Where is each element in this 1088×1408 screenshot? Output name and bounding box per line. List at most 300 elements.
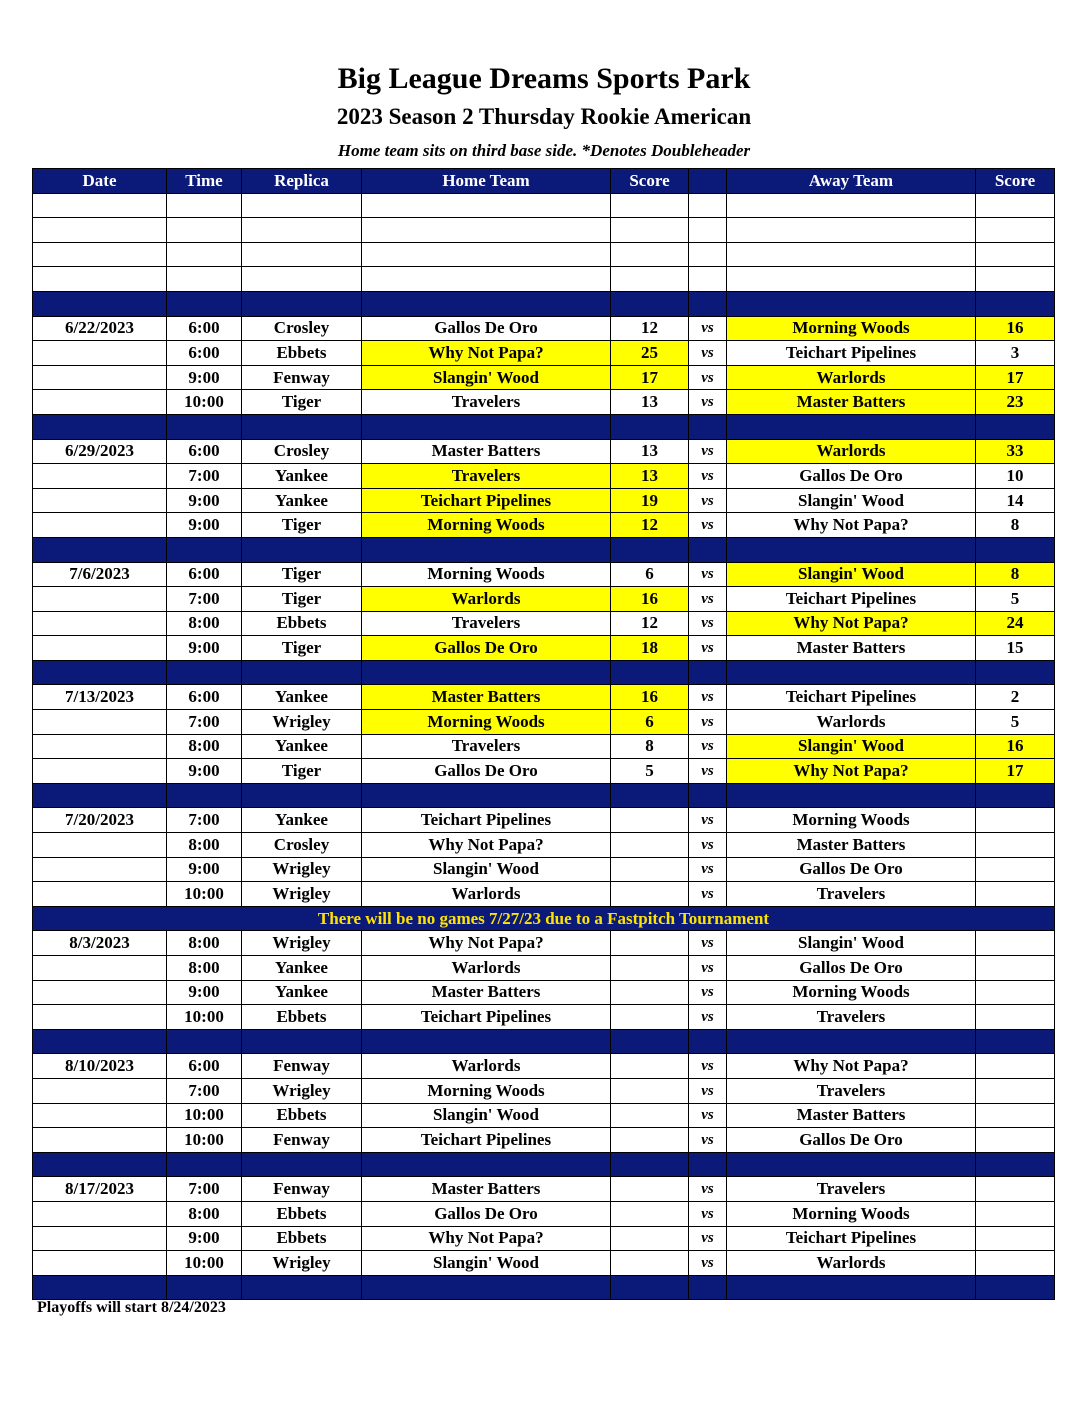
vs-cell — [689, 1275, 727, 1300]
home-team-cell — [362, 291, 611, 316]
away-team-cell: Why Not Papa? — [727, 759, 976, 784]
vs-cell: vs — [689, 390, 727, 415]
home-score-cell — [611, 956, 689, 981]
game-row — [33, 439, 1055, 464]
replica-cell — [242, 267, 362, 292]
blank-row — [33, 218, 1055, 243]
home-score-cell — [611, 242, 689, 267]
home-team-cell: Warlords — [362, 1054, 611, 1079]
time-cell: 7:00 — [167, 587, 242, 612]
away-score-cell — [976, 931, 1055, 956]
vs-cell: vs — [689, 759, 727, 784]
date-cell — [33, 1128, 167, 1153]
date-cell — [33, 759, 167, 784]
away-team-cell: Gallos De Oro — [727, 956, 976, 981]
vs-cell — [689, 414, 727, 439]
vs-cell: vs — [689, 365, 727, 390]
replica-cell: Wrigley — [242, 857, 362, 882]
game-row — [33, 636, 1055, 661]
col-header-away-score: Score — [976, 169, 1055, 194]
separator-row — [33, 291, 1055, 316]
away-team-cell — [727, 1029, 976, 1054]
replica-cell — [242, 218, 362, 243]
date-cell — [33, 1201, 167, 1226]
vs-cell: vs — [689, 1054, 727, 1079]
away-score-cell: 16 — [976, 734, 1055, 759]
time-cell: 9:00 — [167, 980, 242, 1005]
away-team-cell: Morning Woods — [727, 808, 976, 833]
home-score-cell — [611, 1005, 689, 1030]
date-cell: 8/10/2023 — [33, 1054, 167, 1079]
home-team-cell: Teichart Pipelines — [362, 488, 611, 513]
away-team-cell — [727, 218, 976, 243]
home-score-cell — [611, 1251, 689, 1276]
home-team-cell: Gallos De Oro — [362, 316, 611, 341]
vs-cell: vs — [689, 833, 727, 858]
vs-cell: vs — [689, 931, 727, 956]
date-cell — [33, 1103, 167, 1128]
vs-cell: vs — [689, 611, 727, 636]
home-score-cell: 6 — [611, 710, 689, 735]
home-score-cell: 13 — [611, 439, 689, 464]
game-row — [33, 513, 1055, 538]
away-team-cell: Gallos De Oro — [727, 857, 976, 882]
replica-cell: Wrigley — [242, 882, 362, 907]
away-score-cell — [976, 1128, 1055, 1153]
away-team-cell: Teichart Pipelines — [727, 1226, 976, 1251]
date-cell — [33, 710, 167, 735]
time-cell: 9:00 — [167, 488, 242, 513]
time-cell: 9:00 — [167, 513, 242, 538]
home-score-cell — [611, 218, 689, 243]
home-score-cell — [611, 1275, 689, 1300]
away-score-cell — [976, 414, 1055, 439]
date-cell — [33, 291, 167, 316]
time-cell: 9:00 — [167, 636, 242, 661]
vs-cell: vs — [689, 1078, 727, 1103]
away-score-cell — [976, 980, 1055, 1005]
home-score-cell — [611, 267, 689, 292]
page-title: Big League Dreams Sports Park — [337, 62, 751, 95]
vs-cell — [689, 291, 727, 316]
home-score-cell — [611, 1152, 689, 1177]
home-team-cell — [362, 242, 611, 267]
home-team-cell — [362, 1029, 611, 1054]
home-score-cell: 17 — [611, 365, 689, 390]
home-score-cell: 13 — [611, 390, 689, 415]
vs-cell: vs — [689, 1128, 727, 1153]
away-team-cell: Master Batters — [727, 1103, 976, 1128]
home-team-cell — [362, 193, 611, 218]
home-score-cell — [611, 1128, 689, 1153]
away-team-cell: Slangin' Wood — [727, 734, 976, 759]
time-cell: 7:00 — [167, 464, 242, 489]
away-team-cell: Morning Woods — [727, 1201, 976, 1226]
time-cell: 6:00 — [167, 316, 242, 341]
date-cell — [33, 783, 167, 808]
game-row — [33, 341, 1055, 366]
separator-row — [33, 537, 1055, 562]
away-score-cell — [976, 1177, 1055, 1202]
away-team-cell: Warlords — [727, 1251, 976, 1276]
time-cell — [167, 218, 242, 243]
game-row — [33, 1005, 1055, 1030]
separator-row — [33, 1152, 1055, 1177]
away-score-cell: 8 — [976, 513, 1055, 538]
time-cell — [167, 1152, 242, 1177]
date-cell — [33, 734, 167, 759]
home-team-cell — [362, 267, 611, 292]
away-score-cell — [976, 1275, 1055, 1300]
home-team-cell: Morning Woods — [362, 710, 611, 735]
time-cell: 10:00 — [167, 1103, 242, 1128]
col-header-vs — [689, 169, 727, 194]
date-cell — [33, 464, 167, 489]
game-row — [33, 1054, 1055, 1079]
home-score-cell: 8 — [611, 734, 689, 759]
date-cell — [33, 660, 167, 685]
home-team-cell: Why Not Papa? — [362, 931, 611, 956]
replica-cell: Yankee — [242, 956, 362, 981]
replica-cell: Tiger — [242, 513, 362, 538]
home-team-cell: Warlords — [362, 956, 611, 981]
time-cell: 10:00 — [167, 1251, 242, 1276]
away-team-cell — [727, 291, 976, 316]
home-score-cell — [611, 291, 689, 316]
home-score-cell: 16 — [611, 685, 689, 710]
home-team-cell: Travelers — [362, 611, 611, 636]
replica-cell: Ebbets — [242, 1005, 362, 1030]
home-score-cell: 18 — [611, 636, 689, 661]
replica-cell: Tiger — [242, 587, 362, 612]
replica-cell: Fenway — [242, 365, 362, 390]
date-cell — [33, 956, 167, 981]
time-cell — [167, 537, 242, 562]
away-score-cell: 8 — [976, 562, 1055, 587]
vs-cell: vs — [689, 464, 727, 489]
game-row — [33, 1226, 1055, 1251]
away-team-cell: Slangin' Wood — [727, 488, 976, 513]
date-cell — [33, 636, 167, 661]
home-team-cell: Morning Woods — [362, 1078, 611, 1103]
vs-cell: vs — [689, 587, 727, 612]
table-header-row — [33, 169, 1055, 194]
vs-cell: vs — [689, 488, 727, 513]
away-score-cell — [976, 1226, 1055, 1251]
vs-cell: vs — [689, 636, 727, 661]
away-score-cell: 16 — [976, 316, 1055, 341]
away-score-cell — [976, 1152, 1055, 1177]
replica-cell: Tiger — [242, 562, 362, 587]
vs-cell: vs — [689, 980, 727, 1005]
home-team-cell: Why Not Papa? — [362, 1226, 611, 1251]
away-team-cell: Morning Woods — [727, 980, 976, 1005]
away-score-cell: 10 — [976, 464, 1055, 489]
away-score-cell — [976, 1103, 1055, 1128]
blank-row — [33, 267, 1055, 292]
home-team-cell: Warlords — [362, 587, 611, 612]
home-team-cell: Slangin' Wood — [362, 857, 611, 882]
home-team-cell — [362, 783, 611, 808]
home-score-cell — [611, 857, 689, 882]
home-score-cell — [611, 882, 689, 907]
game-row — [33, 562, 1055, 587]
vs-cell — [689, 242, 727, 267]
away-team-cell: Master Batters — [727, 636, 976, 661]
time-cell: 8:00 — [167, 734, 242, 759]
away-score-cell: 24 — [976, 611, 1055, 636]
away-score-cell — [976, 291, 1055, 316]
home-team-cell: Slangin' Wood — [362, 365, 611, 390]
vs-cell: vs — [689, 1005, 727, 1030]
page-note: Home team sits on third base side. *Denotes Doubleheader — [337, 141, 751, 160]
away-score-cell: 15 — [976, 636, 1055, 661]
away-score-cell — [976, 1029, 1055, 1054]
game-row — [33, 980, 1055, 1005]
time-cell: 7:00 — [167, 808, 242, 833]
home-team-cell: Morning Woods — [362, 513, 611, 538]
away-score-cell — [976, 833, 1055, 858]
replica-cell: Crosley — [242, 833, 362, 858]
vs-cell: vs — [689, 1251, 727, 1276]
time-cell: 6:00 — [167, 439, 242, 464]
away-team-cell: Teichart Pipelines — [727, 341, 976, 366]
away-team-cell — [727, 193, 976, 218]
replica-cell: Fenway — [242, 1177, 362, 1202]
home-team-cell: Master Batters — [362, 980, 611, 1005]
col-header-home-team: Home Team — [362, 169, 611, 194]
date-cell — [33, 1251, 167, 1276]
date-cell — [33, 193, 167, 218]
time-cell — [167, 783, 242, 808]
home-score-cell — [611, 1054, 689, 1079]
home-score-cell: 5 — [611, 759, 689, 784]
vs-cell: vs — [689, 808, 727, 833]
away-score-cell: 5 — [976, 587, 1055, 612]
away-team-cell: Morning Woods — [727, 316, 976, 341]
away-team-cell: Warlords — [727, 439, 976, 464]
game-row — [33, 710, 1055, 735]
away-team-cell: Why Not Papa? — [727, 1054, 976, 1079]
away-team-cell — [727, 537, 976, 562]
home-score-cell — [611, 1078, 689, 1103]
home-score-cell — [611, 660, 689, 685]
home-team-cell: Travelers — [362, 734, 611, 759]
blank-row — [33, 193, 1055, 218]
notice-text: There will be no games 7/27/23 due to a Fastpitch Tournament — [33, 906, 1055, 931]
col-header-replica: Replica — [242, 169, 362, 194]
replica-cell: Ebbets — [242, 1103, 362, 1128]
vs-cell — [689, 783, 727, 808]
time-cell: 7:00 — [167, 1177, 242, 1202]
away-team-cell: Travelers — [727, 1177, 976, 1202]
away-score-cell: 17 — [976, 759, 1055, 784]
away-score-cell: 33 — [976, 439, 1055, 464]
home-team-cell — [362, 414, 611, 439]
date-cell — [33, 267, 167, 292]
replica-cell: Fenway — [242, 1054, 362, 1079]
home-team-cell: Gallos De Oro — [362, 1201, 611, 1226]
home-team-cell — [362, 1275, 611, 1300]
date-cell — [33, 513, 167, 538]
home-score-cell: 6 — [611, 562, 689, 587]
away-score-cell — [976, 1078, 1055, 1103]
vs-cell: vs — [689, 316, 727, 341]
replica-cell: Wrigley — [242, 1251, 362, 1276]
date-cell — [33, 1078, 167, 1103]
home-score-cell — [611, 808, 689, 833]
away-score-cell — [976, 956, 1055, 981]
time-cell: 6:00 — [167, 562, 242, 587]
away-score-cell — [976, 218, 1055, 243]
col-header-date: Date — [33, 169, 167, 194]
game-row — [33, 734, 1055, 759]
game-row — [33, 316, 1055, 341]
away-score-cell — [976, 808, 1055, 833]
vs-cell — [689, 267, 727, 292]
separator-row — [33, 783, 1055, 808]
replica-cell: Yankee — [242, 685, 362, 710]
replica-cell: Tiger — [242, 636, 362, 661]
home-score-cell — [611, 414, 689, 439]
time-cell: 8:00 — [167, 833, 242, 858]
home-score-cell — [611, 1201, 689, 1226]
home-score-cell — [611, 931, 689, 956]
game-row — [33, 833, 1055, 858]
home-team-cell: Why Not Papa? — [362, 341, 611, 366]
date-cell: 7/20/2023 — [33, 808, 167, 833]
schedule-body — [33, 193, 1055, 1300]
game-row — [33, 759, 1055, 784]
col-header-away-team: Away Team — [727, 169, 976, 194]
home-team-cell — [362, 1152, 611, 1177]
time-cell: 9:00 — [167, 759, 242, 784]
away-score-cell — [976, 882, 1055, 907]
vs-cell: vs — [689, 341, 727, 366]
home-team-cell: Gallos De Oro — [362, 759, 611, 784]
away-score-cell — [976, 193, 1055, 218]
replica-cell: Ebbets — [242, 1226, 362, 1251]
away-team-cell: Teichart Pipelines — [727, 587, 976, 612]
away-team-cell: Gallos De Oro — [727, 1128, 976, 1153]
game-row — [33, 1251, 1055, 1276]
game-row — [33, 1201, 1055, 1226]
date-cell — [33, 833, 167, 858]
replica-cell: Yankee — [242, 980, 362, 1005]
vs-cell: vs — [689, 439, 727, 464]
date-cell — [33, 882, 167, 907]
home-team-cell: Teichart Pipelines — [362, 1128, 611, 1153]
time-cell: 10:00 — [167, 882, 242, 907]
game-row — [33, 1177, 1055, 1202]
home-score-cell — [611, 193, 689, 218]
away-team-cell: Warlords — [727, 365, 976, 390]
game-row — [33, 587, 1055, 612]
away-score-cell: 23 — [976, 390, 1055, 415]
time-cell: 6:00 — [167, 341, 242, 366]
home-team-cell: Travelers — [362, 464, 611, 489]
vs-cell: vs — [689, 734, 727, 759]
date-cell — [33, 341, 167, 366]
replica-cell: Ebbets — [242, 611, 362, 636]
time-cell — [167, 660, 242, 685]
vs-cell — [689, 1029, 727, 1054]
replica-cell — [242, 242, 362, 267]
home-team-cell: Teichart Pipelines — [362, 1005, 611, 1030]
game-row — [33, 464, 1055, 489]
away-score-cell — [976, 1201, 1055, 1226]
home-team-cell: Teichart Pipelines — [362, 808, 611, 833]
home-team-cell: Slangin' Wood — [362, 1103, 611, 1128]
date-cell: 6/22/2023 — [33, 316, 167, 341]
vs-cell: vs — [689, 710, 727, 735]
time-cell: 6:00 — [167, 685, 242, 710]
replica-cell: Tiger — [242, 390, 362, 415]
blank-row — [33, 242, 1055, 267]
game-row — [33, 882, 1055, 907]
replica-cell: Yankee — [242, 464, 362, 489]
vs-cell: vs — [689, 685, 727, 710]
away-team-cell: Travelers — [727, 1078, 976, 1103]
col-header-home-score: Score — [611, 169, 689, 194]
away-score-cell: 14 — [976, 488, 1055, 513]
away-team-cell: Travelers — [727, 882, 976, 907]
time-cell: 7:00 — [167, 710, 242, 735]
home-score-cell — [611, 1103, 689, 1128]
game-row — [33, 1103, 1055, 1128]
away-team-cell — [727, 783, 976, 808]
col-header-time: Time — [167, 169, 242, 194]
away-team-cell: Travelers — [727, 1005, 976, 1030]
home-score-cell: 12 — [611, 611, 689, 636]
game-row — [33, 611, 1055, 636]
vs-cell: vs — [689, 956, 727, 981]
time-cell: 8:00 — [167, 611, 242, 636]
vs-cell: vs — [689, 1177, 727, 1202]
away-team-cell: Slangin' Wood — [727, 562, 976, 587]
replica-cell: Wrigley — [242, 931, 362, 956]
away-score-cell — [976, 537, 1055, 562]
away-team-cell: Master Batters — [727, 390, 976, 415]
game-row — [33, 931, 1055, 956]
time-cell: 8:00 — [167, 956, 242, 981]
away-score-cell — [976, 267, 1055, 292]
away-team-cell — [727, 660, 976, 685]
replica-cell: Crosley — [242, 439, 362, 464]
time-cell: 8:00 — [167, 1201, 242, 1226]
home-score-cell: 13 — [611, 464, 689, 489]
time-cell: 7:00 — [167, 1078, 242, 1103]
game-row — [33, 808, 1055, 833]
away-team-cell: Slangin' Wood — [727, 931, 976, 956]
home-team-cell — [362, 537, 611, 562]
page-subtitle: 2023 Season 2 Thursday Rookie American — [336, 104, 752, 129]
vs-cell: vs — [689, 513, 727, 538]
date-cell — [33, 537, 167, 562]
date-cell — [33, 242, 167, 267]
game-row — [33, 857, 1055, 882]
home-team-cell: Master Batters — [362, 439, 611, 464]
game-row — [33, 390, 1055, 415]
away-team-cell: Why Not Papa? — [727, 513, 976, 538]
replica-cell — [242, 193, 362, 218]
date-cell — [33, 218, 167, 243]
date-cell: 7/6/2023 — [33, 562, 167, 587]
home-team-cell — [362, 660, 611, 685]
game-row — [33, 365, 1055, 390]
vs-cell: vs — [689, 1201, 727, 1226]
separator-row — [33, 1029, 1055, 1054]
